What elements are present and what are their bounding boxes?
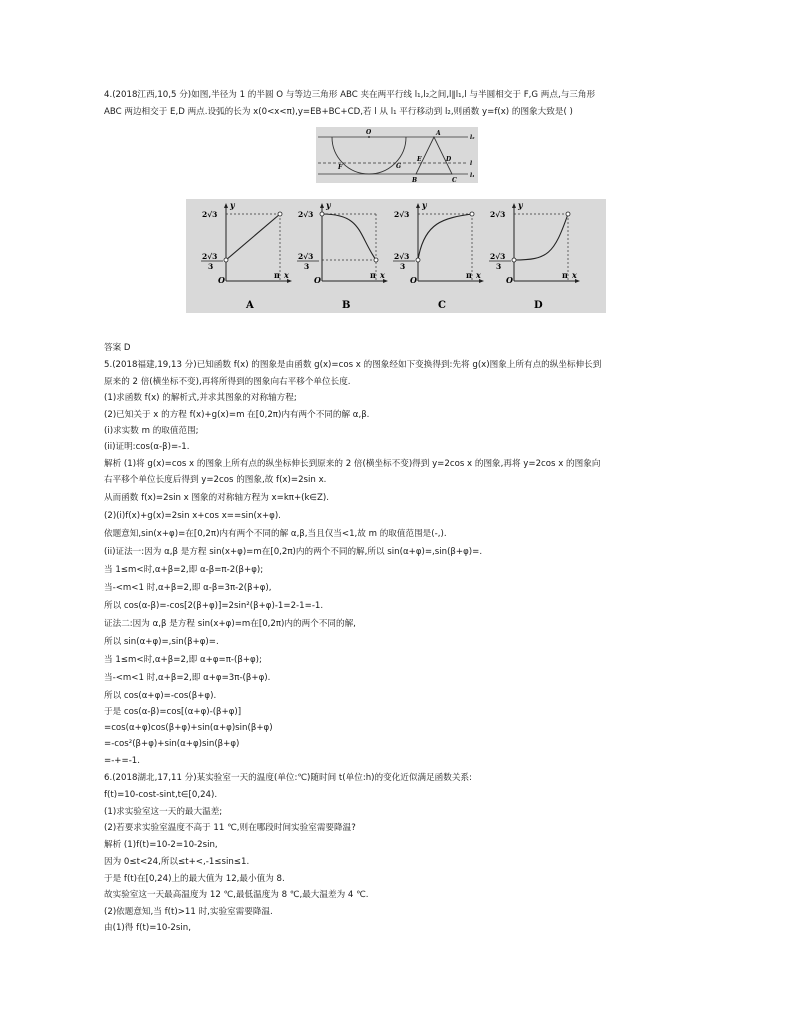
start-point bbox=[416, 258, 420, 262]
solution-5-line-7: 当 1≤m<时,α+β=2,即 α-β=π-2(β+φ); bbox=[104, 565, 264, 575]
y-top-tick-label: 2√3 bbox=[298, 210, 314, 219]
pi-tick-label: π bbox=[466, 270, 472, 280]
solution-5-line-2: 右平移个单位长度后得到 y=2cos 的图象,故 f(x)=2sin x. bbox=[104, 475, 327, 485]
x-axis-label: x bbox=[476, 270, 481, 280]
label-e: E bbox=[417, 156, 422, 163]
figure-background bbox=[316, 127, 478, 183]
end-point bbox=[374, 258, 378, 262]
answer-line: 答案 D bbox=[104, 343, 131, 353]
y-low-tick-denominator: 3 bbox=[496, 262, 502, 271]
solution-5-line-5: 依题意知,sin(x+φ)=在[0,2π)内有两个不同的解 α,β,当且仅当<1,故 m 的取值范围是(-,). bbox=[104, 529, 447, 539]
problem-5-line-2: 原来的 2 倍(横坐标不变),再将所得到的图象向右平移个单位长度. bbox=[104, 377, 351, 387]
pi-tick-label: π bbox=[562, 270, 568, 280]
y-axis-label: y bbox=[326, 200, 331, 210]
origin-label: O bbox=[314, 275, 321, 285]
problem-5-part-2i: (i)求实数 m 的取值范围; bbox=[104, 426, 199, 436]
solution-5-line-13: 当-<m<1 时,α+β=2,即 α+φ=3π-(β+φ). bbox=[104, 673, 271, 683]
y-top-tick-label: 2√3 bbox=[394, 210, 410, 219]
y-top-tick-label: 2√3 bbox=[202, 210, 218, 219]
solution-5-line-1: 解析 (1)将 g(x)=cos x 的图象上所有点的纵坐标伸长到原来的 2 倍(横坐标不变)得到 y=2cos x 的图象,再将 y=2cos x 的图象向 bbox=[104, 459, 601, 469]
problem-5-line-1: 5.(2018福建,19,13 分)已知函数 f(x) 的图象是由函数 g(x)=cos x 的图象经如下变换得到:先将 g(x)图象上所有点的纵坐标伸长到 bbox=[104, 360, 602, 370]
problem-6-part-2: (2)若要求实验室温度不高于 11 ℃,则在哪段时间实验室需要降温? bbox=[104, 823, 356, 833]
y-low-tick-denominator: 3 bbox=[304, 262, 310, 271]
x-axis-label: x bbox=[572, 270, 577, 280]
problem-4-line-1: 4.(2018江西,10,5 分)如图,半径为 1 的半圆 O 与等边三角形 ABC 夹在两平行线 l₁,l₂之间,l∥l₁,l 与半圆相交于 F,G 两点,与三角形 bbox=[104, 90, 596, 100]
solution-5-line-15: 于是 cos(α-β)=cos[(α+φ)-(β+φ)] bbox=[104, 707, 242, 717]
solution-6-line-4: 故实验室这一天最高温度为 12 ℃,最低温度为 8 ℃,最大温差为 4 ℃. bbox=[104, 890, 369, 900]
start-point bbox=[512, 258, 516, 262]
answer-options-graphs bbox=[186, 199, 606, 313]
label-a: A bbox=[436, 130, 441, 137]
origin-label: O bbox=[218, 275, 225, 285]
solution-5-line-10: 证法二:因为 α,β 是方程 sin(x+φ)=m在[0,2π)内的两个不同的解, bbox=[104, 619, 356, 629]
end-point bbox=[566, 212, 570, 216]
label-c: C bbox=[452, 177, 457, 183]
problem-5-part-2: (2)已知关于 x 的方程 f(x)+g(x)=m 在[0,2π)内有两个不同的解 α,β. bbox=[104, 410, 370, 420]
y-axis-label: y bbox=[230, 200, 235, 210]
solution-6-line-5: (2)依题意知,当 f(t)>11 时,实验室需要降温. bbox=[104, 907, 273, 917]
label-o: O bbox=[366, 129, 372, 136]
label-l: l bbox=[470, 161, 473, 167]
end-point bbox=[470, 212, 474, 216]
label-l2: l₂ bbox=[470, 135, 475, 141]
label-l1: l₁ bbox=[470, 173, 475, 179]
start-point bbox=[224, 258, 228, 262]
end-point bbox=[278, 212, 282, 216]
solution-6-line-3: 于是 f(t)在[0,24)上的最大值为 12,最小值为 8. bbox=[104, 874, 285, 884]
solution-5-line-9: 所以 cos(α-β)=-cos[2(β+φ)]=2sin²(β+φ)-1=2-1=-1. bbox=[104, 601, 324, 611]
solution-6-line-2: 因为 0≤t<24,所以≤t+<,-1≤sin≤1. bbox=[104, 857, 250, 867]
option-label-d: D bbox=[534, 300, 543, 311]
solution-5-line-17: =-cos²(β+φ)+sin(α+φ)sin(β+φ) bbox=[104, 739, 240, 749]
pi-tick-label: π bbox=[274, 270, 280, 280]
origin-label: O bbox=[410, 275, 417, 285]
problem-6-part-1: (1)求实验室这一天的最大温差; bbox=[104, 807, 223, 817]
option-label-a: A bbox=[246, 300, 254, 311]
label-f: F bbox=[338, 164, 343, 171]
label-b: B bbox=[412, 177, 418, 183]
problem-6-line-1: 6.(2018湖北,17,11 分)某实验室一天的温度(单位:℃)随时间 t(单位:h)的变化近似满足函数关系: bbox=[104, 773, 472, 783]
x-axis-label: x bbox=[380, 270, 385, 280]
solution-5-line-6: (ii)证法一:因为 α,β 是方程 sin(x+φ)=m在[0,2π)内的两个不同的解,所以 sin(α+φ)=,sin(β+φ)=. bbox=[104, 547, 483, 557]
problem-6-line-2: f(t)=10-cost-sint,t∈[0,24). bbox=[104, 790, 218, 800]
solution-5-line-3: 从而函数 f(x)=2sin x 图象的对称轴方程为 x=kπ+(k∈Z). bbox=[104, 493, 329, 503]
x-axis-label: x bbox=[284, 270, 289, 280]
option-label-c: C bbox=[438, 300, 446, 311]
problem-5-part-1: (1)求函数 f(x) 的解析式,并求其图象的对称轴方程; bbox=[104, 393, 297, 403]
solution-5-line-12: 当 1≤m<时,α+β=2,即 α+φ=π-(β+φ); bbox=[104, 655, 262, 665]
y-axis-label: y bbox=[422, 200, 427, 210]
label-d: D bbox=[446, 156, 452, 163]
y-top-tick-label: 2√3 bbox=[490, 210, 506, 219]
center-point bbox=[368, 136, 370, 138]
problem-4-line-2: ABC 两边相交于 E,D 两点.设弧的长为 x(0<x<π),y=EB+BC+CD,若 l 从 l₁ 平行移动到 l₂,则函数 y=f(x) 的图象大致是( ) bbox=[104, 107, 573, 117]
y-low-tick-denominator: 3 bbox=[208, 262, 214, 271]
y-axis-label: y bbox=[518, 200, 523, 210]
solution-5-line-8: 当-<m<1 时,α+β=2,即 α-β=3π-2(β+φ), bbox=[104, 583, 272, 593]
y-low-tick-numerator: 2√3 bbox=[490, 252, 506, 261]
solution-6-line-6: 由(1)得 f(t)=10-2sin, bbox=[104, 923, 191, 933]
option-label-b: B bbox=[342, 300, 351, 311]
solution-5-line-16: =cos(α+φ)cos(β+φ)+sin(α+φ)sin(β+φ) bbox=[104, 723, 273, 733]
pi-tick-label: π bbox=[370, 270, 376, 280]
start-point bbox=[320, 212, 324, 216]
label-g: G bbox=[396, 163, 402, 170]
solution-5-line-14: 所以 cos(α+φ)=-cos(β+φ). bbox=[104, 691, 217, 701]
semicircle-triangle-figure bbox=[316, 127, 478, 183]
solution-5-line-18: =-+=-1. bbox=[104, 756, 141, 766]
solution-5-line-4: (2)(i)f(x)+g(x)=2sin x+cos x==sin(x+φ). bbox=[104, 511, 281, 521]
origin-label: O bbox=[506, 275, 513, 285]
problem-5-part-2ii: (ii)证明:cos(α-β)=-1. bbox=[104, 442, 190, 452]
y-low-tick-numerator: 2√3 bbox=[394, 252, 410, 261]
solution-6-line-1: 解析 (1)f(t)=10-2=10-2sin, bbox=[104, 840, 218, 850]
y-low-tick-numerator: 2√3 bbox=[202, 252, 218, 261]
y-low-tick-denominator: 3 bbox=[400, 262, 406, 271]
y-low-tick-numerator: 2√3 bbox=[298, 252, 314, 261]
solution-5-line-11: 所以 sin(α+φ)=,sin(β+φ)=. bbox=[104, 637, 219, 647]
